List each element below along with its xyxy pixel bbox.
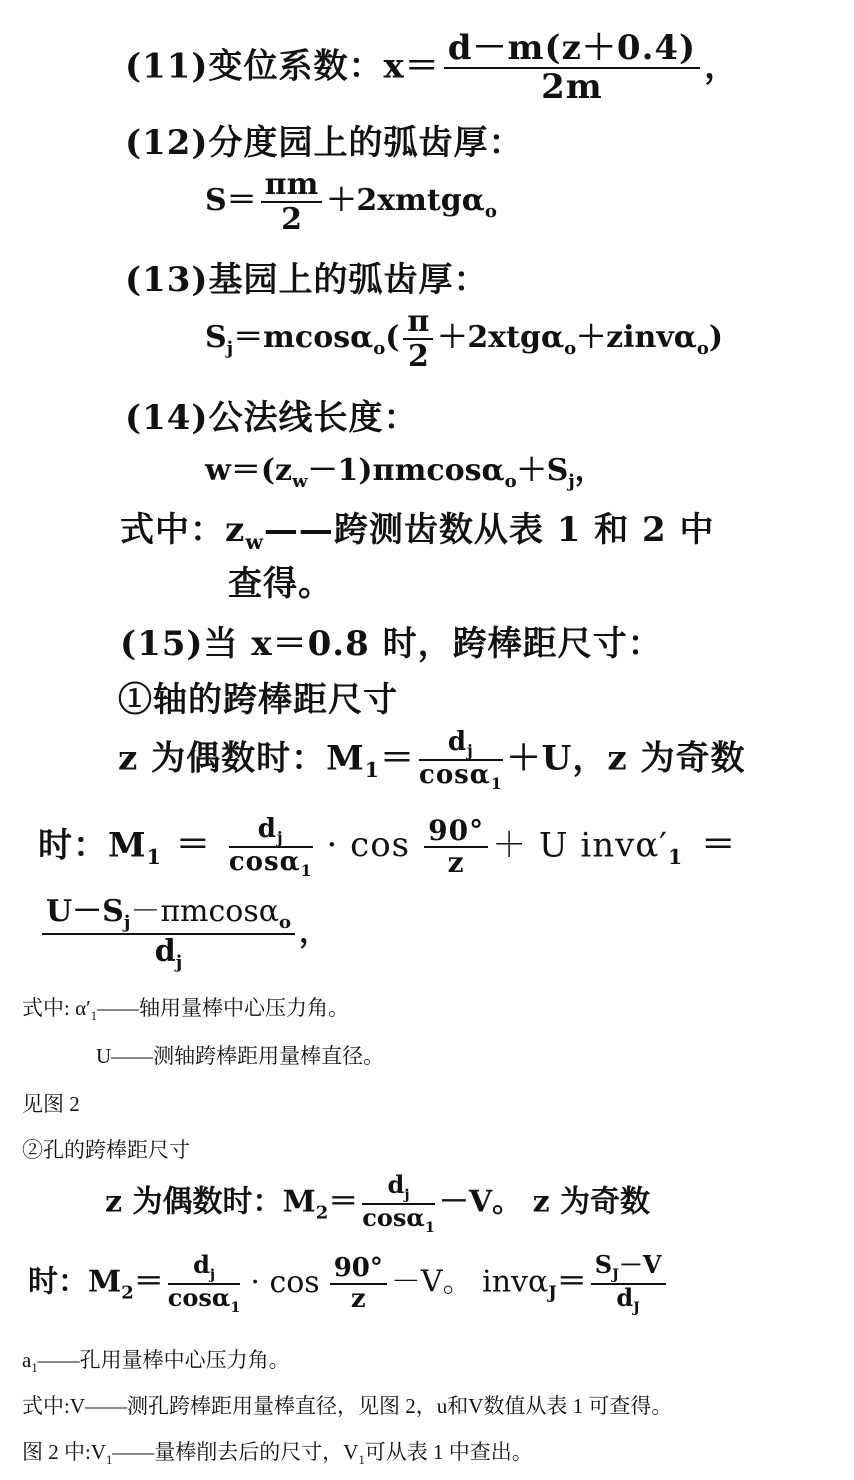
hole-den: [362, 1202, 435, 1236]
note-v1-rest2: 可从表 1 中查出。: [364, 1440, 533, 1464]
item-13-label: (13)基园上的弧齿厚：: [125, 260, 489, 300]
inv-end: ，: [299, 914, 330, 950]
odd-rest2: ＝: [701, 825, 737, 866]
hole2-num3-rest: －V: [618, 1250, 662, 1279]
item-11-end: ，: [704, 46, 740, 87]
formula-odd-m1: [38, 815, 736, 880]
hole-title-text: ②孔的跨棒距尺寸: [22, 1138, 190, 1162]
inv-num-rest: －πmcosα: [130, 894, 280, 929]
item-15-label: (15)当 x＝0.8 时，跨棒距尺寸：: [120, 624, 663, 664]
odd-num-text: d: [257, 814, 277, 844]
item-12: [125, 115, 524, 164]
note-v1-sub: 1: [106, 1453, 113, 1468]
w-pre: w＝(z: [205, 453, 293, 488]
odd-eq: ＝: [175, 825, 211, 866]
item-13: [125, 252, 489, 301]
note-zw-cont-text: 查得。: [228, 564, 333, 604]
w-rest: －1)πmcosα: [307, 453, 505, 488]
axis-title: [118, 672, 398, 721]
note-v1-sub2: 1: [358, 1453, 365, 1468]
item-11-numerator: d－m(z＋0.4): [444, 30, 700, 69]
sj-num: π: [403, 305, 433, 340]
hole2-pre: 时：M: [28, 1264, 122, 1300]
note-alpha1: [22, 992, 349, 1024]
note-zw-cont: [228, 556, 333, 605]
hole2-num3-sub: J: [612, 1265, 619, 1283]
inv-den-sub: j: [175, 951, 183, 973]
even-rest: ＋U，z 为奇数: [506, 738, 746, 779]
note-zw-rest: ——跨测齿数从表 1 和 2 中: [263, 510, 715, 550]
hole2-den3-text: d: [616, 1282, 634, 1312]
hole2-fraction2: [330, 1254, 387, 1313]
note-zw-pre: 式中：z: [120, 510, 246, 550]
see-figure: [22, 1088, 80, 1118]
odd-rest-sub: 1: [668, 845, 684, 870]
odd-den-text: cosα: [228, 847, 301, 878]
odd-pre: 时：M: [38, 825, 147, 866]
hole2-rest-sub: J: [548, 1282, 557, 1304]
odd-den: [229, 848, 313, 879]
hole2-den2: z: [350, 1283, 366, 1314]
sj-rest2: ＋zinvα: [576, 320, 697, 355]
item-14: [125, 390, 419, 439]
odd-dot: · cos: [326, 825, 411, 866]
note-a1-sub: 1: [31, 1361, 38, 1376]
formula-s-fraction: [261, 168, 323, 236]
item-11-denominator: 2m: [541, 67, 603, 108]
odd-num2: 90°: [424, 816, 488, 849]
item-12-label: (12)分度园上的弧齿厚：: [125, 123, 524, 163]
sj-sub3: o: [564, 338, 577, 359]
item-11-label: (11)变位系数：x＝: [125, 46, 440, 87]
hole-fraction: [362, 1172, 435, 1235]
item-15: [120, 616, 663, 665]
sj-den: 2: [407, 339, 429, 374]
even-den: [419, 761, 503, 792]
sj-paren: (: [385, 320, 400, 355]
inv-den-text: d: [154, 933, 176, 969]
hole-title: [22, 1134, 190, 1164]
hole2-fraction: [168, 1252, 241, 1315]
even-sub: 1: [364, 758, 380, 783]
w-sub2: o: [504, 471, 517, 492]
note-u-text: U——测轴跨棒距用量棒直径。: [96, 1044, 385, 1068]
w-sub3: j: [568, 471, 575, 492]
even-eq: ＝: [379, 738, 415, 779]
hole2-den-text: cosα: [167, 1282, 231, 1312]
even-num-text: d: [447, 727, 468, 757]
odd-fraction: [229, 815, 313, 880]
note-v-text: 式中:V——测孔跨棒距用量棒直径，见图 2，u和V数值从表 1 可查得。: [22, 1394, 673, 1418]
hole2-num2: 90°: [330, 1254, 387, 1285]
note-alpha1-rest: ——轴用量棒中心压力角。: [96, 996, 349, 1020]
note-v: [22, 1390, 672, 1420]
note-alpha1-sub: 1: [90, 1009, 97, 1024]
odd-num-sub: j: [276, 828, 284, 848]
sj-mid: ＝mcosα: [233, 320, 374, 355]
inv-num-sub: j: [123, 912, 131, 933]
hole2-den: [167, 1282, 241, 1316]
even-pre: z 为偶数时：M: [118, 738, 365, 779]
formula-s-den: 2: [281, 202, 302, 237]
note-a1-pre: a: [22, 1348, 32, 1372]
see-figure-text: 见图 2: [22, 1092, 80, 1116]
note-a1-rest: ——孔用量棒中心压力角。: [37, 1348, 290, 1372]
sj-pre: S: [205, 320, 227, 355]
even-num-sub: j: [467, 741, 474, 761]
note-zw: [120, 502, 715, 554]
hole-sub: 2: [315, 1202, 329, 1224]
hole-den-text: cosα: [362, 1202, 425, 1232]
formula-s-pre: S＝: [205, 183, 257, 218]
formula-s-rest: ＋2xmtgα: [326, 183, 485, 218]
formula-w: [205, 445, 605, 492]
sj-sub2: o: [373, 338, 386, 359]
hole2-dot: · cos: [250, 1264, 320, 1300]
note-v1-rest: ——量棒削去后的尺寸，V: [112, 1440, 359, 1464]
formula-s-sub: o: [484, 201, 497, 222]
hole2-num3-text: S: [594, 1250, 613, 1279]
even-den-text: cosα: [418, 760, 491, 791]
item-11: [125, 30, 739, 107]
hole2-sub: 2: [121, 1282, 134, 1304]
hole-num: [362, 1172, 435, 1205]
w-rest2: ＋S: [516, 453, 569, 488]
hole2-den3: [591, 1282, 666, 1316]
note-v1-pre: 图 2 中:V: [22, 1440, 106, 1464]
formula-even-m1: [118, 728, 745, 793]
hole2-fraction3: [591, 1252, 666, 1315]
odd-sub: 1: [146, 845, 162, 870]
item-11-fraction: [444, 30, 700, 107]
inv-num-sub2: o: [279, 912, 292, 933]
hole-eq: ＝: [328, 1184, 359, 1220]
formula-odd-m2: [28, 1252, 670, 1315]
formula-even-m2: [105, 1172, 650, 1235]
hole-num-text: d: [387, 1170, 405, 1199]
formula-inv: [38, 895, 329, 973]
hole-rest: －V。 z 为奇数: [438, 1184, 651, 1220]
hole2-num-sub: j: [209, 1265, 216, 1283]
odd-fraction2: [424, 813, 488, 880]
note-a1: [22, 1344, 290, 1376]
odd-rest: ＋ U invα′: [492, 825, 669, 866]
note-alpha1-pre: 式中: α′: [22, 996, 91, 1020]
hole2-rest: －V。 invα: [390, 1264, 549, 1300]
sj-sub: j: [226, 338, 234, 359]
hole2-num-text: d: [193, 1250, 210, 1279]
even-num: [419, 728, 503, 761]
inv-num: [42, 895, 295, 935]
formula-s-num: πm: [261, 168, 323, 203]
sj-sub4: o: [696, 338, 709, 359]
hole2-eq2: ＝: [556, 1264, 587, 1300]
hole-pre: z 为偶数时：M: [105, 1184, 316, 1220]
odd-num: [229, 815, 313, 848]
formula-sj: [205, 305, 723, 373]
w-end: ，: [574, 453, 605, 488]
w-sub: w: [292, 471, 308, 492]
axis-title-text: ①轴的跨棒距尺寸: [118, 680, 398, 720]
hole-den-sub: 1: [424, 1218, 435, 1236]
inv-fraction: [42, 895, 295, 973]
sj-fraction: [403, 305, 433, 373]
item-14-label: (14)公法线长度：: [125, 398, 419, 438]
hole2-den3-sub: J: [633, 1298, 640, 1316]
odd-den2: z: [447, 846, 465, 880]
note-zw-sub: w: [245, 529, 264, 554]
note-u: [96, 1040, 384, 1070]
inv-den: [42, 935, 295, 973]
hole2-eq: ＝: [133, 1264, 164, 1300]
even-fraction: [419, 728, 503, 793]
even-den-sub: 1: [490, 774, 503, 794]
hole2-num3: [591, 1252, 666, 1285]
hole2-den-sub: 1: [230, 1298, 241, 1316]
sj-close: ): [708, 320, 724, 355]
note-v1: [22, 1436, 533, 1468]
hole2-num: [168, 1252, 241, 1285]
odd-den-sub: 1: [300, 861, 313, 881]
sj-rest: ＋2xtgα: [437, 320, 565, 355]
hole-num-sub: j: [404, 1185, 410, 1203]
inv-num-text: U－S: [46, 894, 124, 929]
formula-s: [205, 168, 497, 236]
